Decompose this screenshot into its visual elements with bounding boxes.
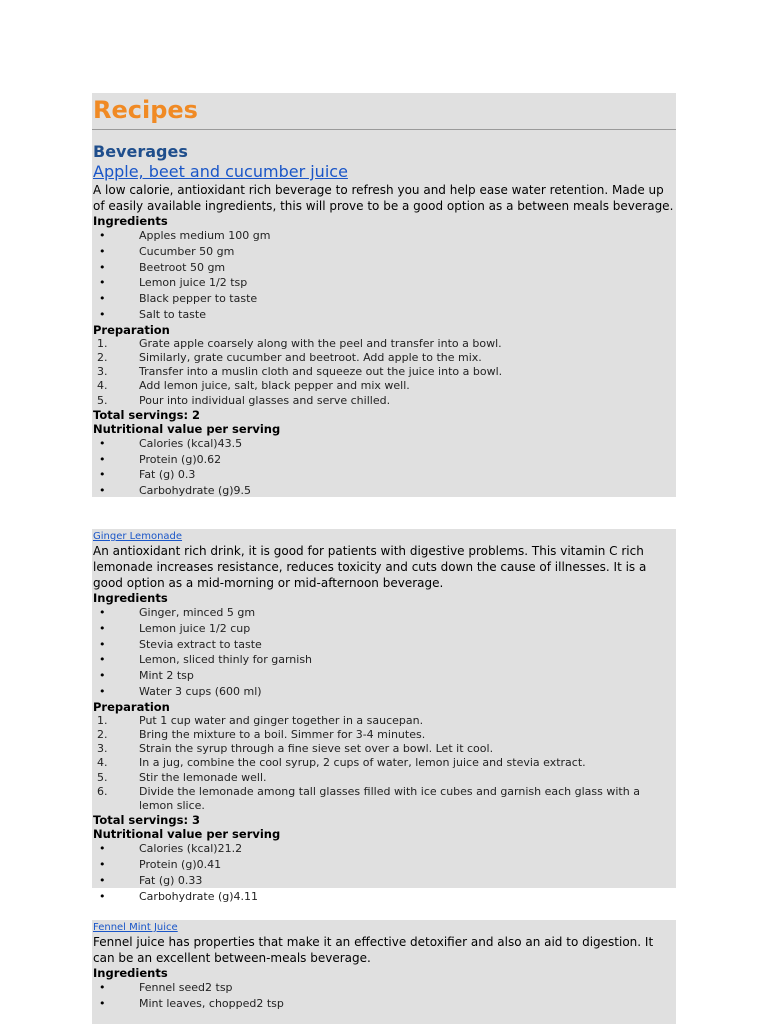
list-item: • Ginger, minced 5 gm [92, 605, 676, 621]
ingredients-list [92, 605, 676, 700]
list-item: • Lemon, sliced thinly for garnish [92, 652, 676, 668]
list-item: 6. Divide the lemonade among tall glasses filled with ice cubes and garnish each glass with a lemon slice. [97, 784, 640, 812]
total-servings: Total servings: 2 [93, 407, 201, 422]
recipe-title-link[interactable]: Ginger Lemonade [93, 531, 183, 542]
ingredients-heading: Ingredients [93, 591, 168, 605]
list-item: • Calories (kcal)43.5 [92, 436, 676, 452]
recipe-panel-fennel-mint [92, 920, 676, 1024]
list-item: • Fennel seed2 tsp [92, 980, 676, 996]
list-item: • Water 3 cups (600 ml) [92, 684, 676, 700]
list-item: • Carbohydrate (g)9.5 [92, 483, 676, 499]
list-item: 2. Bring the mixture to a boil. Simmer for 3-4 minutes. [97, 727, 426, 741]
nutrition-list [92, 841, 676, 904]
preparation-steps [92, 337, 676, 408]
ingredients-list [92, 980, 676, 1012]
preparation-steps [92, 714, 676, 813]
ingredients-heading: Ingredients [93, 966, 168, 980]
list-item: • Apples medium 100 gm [92, 228, 676, 244]
list-item: • Mint leaves, chopped2 tsp [92, 996, 676, 1012]
list-item: 4. Add lemon juice, salt, black pepper and mix well. [97, 379, 410, 393]
nutrition-heading: Nutritional value per serving [93, 827, 281, 842]
list-item: • Mint 2 tsp [92, 668, 676, 684]
page-title: Recipes [92, 93, 676, 130]
list-item: • Lemon juice 1/2 tsp [92, 275, 676, 291]
recipe-description: A low calorie, antioxidant rich beverage to refresh you and help ease water retention. Made up of easily available ingredients, this will prove to be a good option as a between meals beverage. [93, 183, 674, 213]
recipe-title-link[interactable]: Apple, beet and cucumber juice [93, 162, 348, 181]
list-item: • Black pepper to taste [92, 291, 676, 307]
list-item: • Protein (g)0.41 [92, 857, 676, 873]
section-title: Beverages [93, 142, 188, 161]
list-item: • Cucumber 50 gm [92, 244, 676, 260]
recipe-panel-ginger-lemonade [92, 529, 676, 903]
list-item: 3. Transfer into a muslin cloth and squeeze out the juice into a bowl. [97, 365, 503, 379]
recipe-description: An antioxidant rich drink, it is good for patients with digestive problems. This vitamin C rich lemonade increases resistance, reduces toxicity and cuts down the cause of illnesses. It is a good option as a mid-morning or mid-afternoon beverage. [93, 544, 647, 590]
preparation-heading: Preparation [93, 699, 170, 714]
list-item: 2. Similarly, grate cucumber and beetroot. Add apple to the mix. [97, 350, 482, 364]
recipe-title-link[interactable]: Fennel Mint Juice [93, 922, 178, 933]
ingredients-list [92, 228, 676, 323]
list-item: • Fat (g) 0.33 [92, 873, 676, 889]
preparation-heading: Preparation [93, 322, 170, 337]
recipe-description: Fennel juice has properties that make it an effective detoxifier and also an aid to digestion. It can be an excellent between-meals beverage. [93, 935, 654, 965]
recipe-panel-apple-beet-cucumber [92, 93, 676, 497]
list-item: 3. Strain the syrup through a fine sieve set over a bowl. Let it cool. [97, 742, 494, 756]
list-item: 5. Pour into individual glasses and serve chilled. [97, 393, 391, 407]
list-item: 1. Put 1 cup water and ginger together in a saucepan. [97, 713, 424, 727]
list-item: • Protein (g)0.62 [92, 452, 676, 468]
ingredients-heading: Ingredients [93, 214, 168, 228]
nutrition-list [92, 436, 676, 499]
list-item: • Stevia extract to taste [92, 637, 676, 653]
list-item: 4. In a jug, combine the cool syrup, 2 cups of water, lemon juice and stevia extract. [97, 756, 586, 770]
total-servings: Total servings: 3 [93, 813, 201, 828]
list-item: • Salt to taste [92, 307, 676, 323]
list-item: 5. Stir the lemonade well. [97, 770, 267, 784]
list-item: • Calories (kcal)21.2 [92, 841, 676, 857]
list-item: • Carbohydrate (g)4.11 [92, 889, 676, 905]
nutrition-heading: Nutritional value per serving [93, 421, 281, 436]
list-item: • Fat (g) 0.3 [92, 467, 676, 483]
list-item: • Beetroot 50 gm [92, 260, 676, 276]
list-item: 1. Grate apple coarsely along with the peel and transfer into a bowl. [97, 336, 502, 350]
list-item: • Lemon juice 1/2 cup [92, 621, 676, 637]
